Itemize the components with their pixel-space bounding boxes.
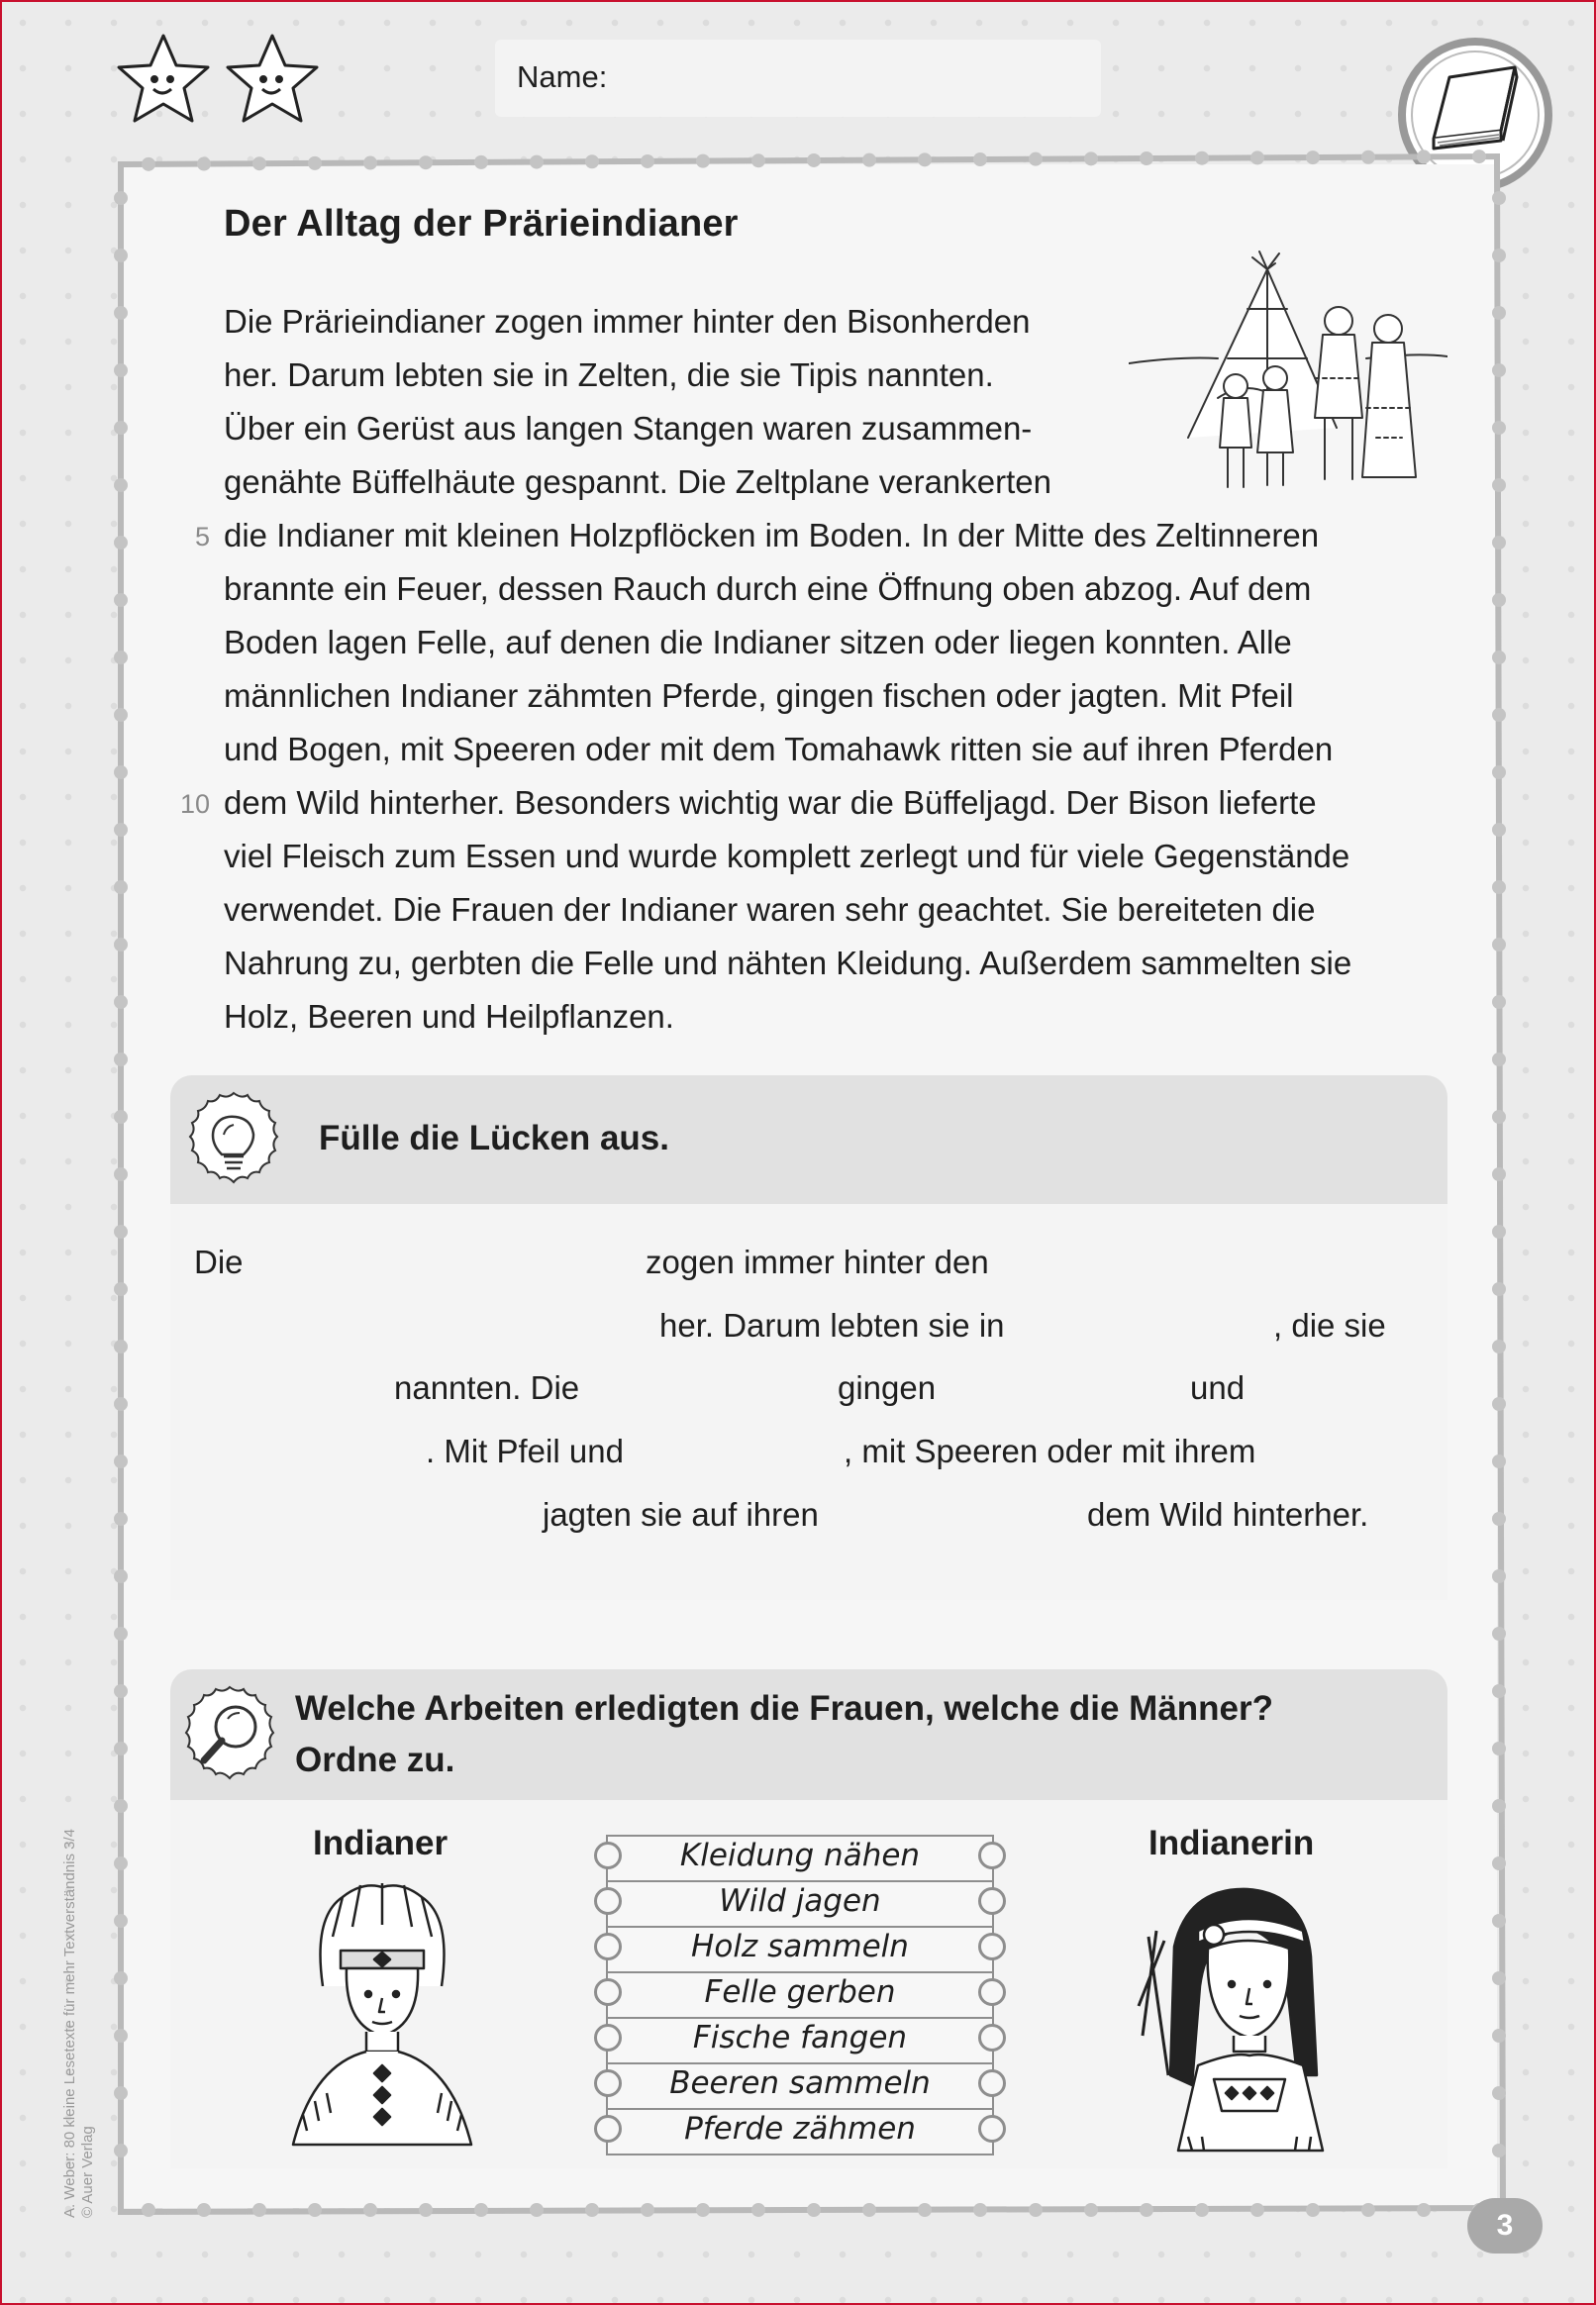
- story-line: viel Fleisch zum Essen und wurde komplett zerlegt und für viele Gegenstände: [224, 838, 1350, 874]
- match-point-right[interactable]: [978, 2024, 1006, 2052]
- activity-label: Felle gerben: [704, 1974, 896, 2010]
- gap-text: , mit Speeren oder mit ihrem: [844, 1433, 1256, 1469]
- story-line: Die Prärieindianer zogen immer hinter den Bisonherden: [224, 303, 1031, 340]
- story-line: und Bogen, mit Speeren oder mit dem Tomahawk ritten sie auf ihren Pferden: [224, 731, 1334, 767]
- activity-row: [602, 2107, 998, 2153]
- match-point-right[interactable]: [978, 1842, 1006, 1869]
- border-bead: [1250, 150, 1264, 164]
- match-point-right[interactable]: [978, 2069, 1006, 2097]
- story-line: her. Darum lebten sie in Zelten, die sie Tipis nannten.: [224, 356, 994, 393]
- activity-label: Kleidung nähen: [679, 1838, 921, 1873]
- page-number-badge: 3: [1467, 2198, 1543, 2254]
- story-line: die Indianer mit kleinen Holzpflöcken im Boden. In der Mitte des Zeltinneren: [224, 517, 1320, 553]
- gap-text: , die sie: [1273, 1307, 1386, 1344]
- activity-list: [602, 1834, 998, 2153]
- lightbulb-icon: [182, 1089, 285, 1192]
- magnifier-icon: [176, 1683, 283, 1790]
- credit-line: © Auer Verlag: [79, 2126, 96, 2218]
- border-bead: [1306, 150, 1320, 164]
- name-field[interactable]: [495, 40, 1101, 117]
- activity-label: Wild jagen: [719, 1883, 881, 1919]
- activity-row: [602, 1834, 998, 1879]
- copyright-credit: [61, 1829, 97, 2218]
- star-icon: [119, 36, 208, 121]
- match-point-left[interactable]: [594, 2069, 622, 2097]
- activity-label: Pferde zähmen: [684, 2111, 916, 2147]
- indianer-heading: Indianer: [313, 1824, 449, 1862]
- story-line: genähte Büffelhäute gespannt. Die Zeltplane verankerten: [224, 463, 1051, 500]
- match-point-right[interactable]: [978, 2115, 1006, 2143]
- gap-text: her. Darum lebten sie in: [659, 1307, 1005, 1344]
- match-point-left[interactable]: [594, 1933, 622, 1960]
- gap-text: . Mit Pfeil und: [426, 1433, 624, 1469]
- task-header-gap-fill: [170, 1075, 1447, 1204]
- task-header-matching: [170, 1669, 1447, 1800]
- credit-line: A. Weber: 80 kleine Lesetexte für mehr Textverständnis 3/4: [61, 1829, 78, 2218]
- gap-text: und: [1190, 1369, 1246, 1406]
- page-title: Der Alltag der Prärieindianer: [224, 203, 739, 245]
- activity-label: Beeren sammeln: [669, 2065, 931, 2101]
- match-point-right[interactable]: [978, 1887, 1006, 1915]
- gap-text: jagten sie auf ihren: [543, 1496, 819, 1533]
- story-line: Über ein Gerüst aus langen Stangen waren zusammen-: [224, 410, 1033, 447]
- activity-row: [602, 1970, 998, 2016]
- story-line: Boden lagen Felle, auf denen die Indianer sitzen oder liegen konnten. Alle: [224, 624, 1292, 660]
- story-line: brannte ein Feuer, dessen Rauch durch eine Öffnung oben abzog. Auf dem: [224, 570, 1312, 607]
- star-rating-icons: [109, 28, 327, 137]
- match-point-left[interactable]: [594, 2115, 622, 2143]
- border-bead: [1140, 151, 1153, 165]
- activity-row: [602, 1925, 998, 1970]
- star-icon: [228, 36, 317, 121]
- line-number: 5: [194, 522, 210, 551]
- gap-text: zogen immer hinter den: [646, 1244, 989, 1280]
- indian-woman-illustration: [1129, 1877, 1352, 2160]
- task1-instruction: Fülle die Lücken aus.: [319, 1119, 669, 1157]
- story-line: verwendet. Die Frauen der Indianer waren sehr geachtet. Sie bereiteten die: [224, 891, 1316, 928]
- indianerin-heading: Indianerin: [1148, 1824, 1315, 1862]
- match-point-left[interactable]: [594, 1978, 622, 2006]
- match-point-left[interactable]: [594, 2024, 622, 2052]
- match-point-right[interactable]: [978, 1933, 1006, 1960]
- name-label: Name:: [517, 59, 608, 94]
- task2-instruction-line1: Welche Arbeiten erledigten die Frauen, welche die Männer?: [295, 1689, 1274, 1728]
- activity-row: [602, 2061, 998, 2107]
- border-bead: [1195, 151, 1209, 165]
- story-line: Holz, Beeren und Heilpflanzen.: [224, 998, 674, 1035]
- match-point-right[interactable]: [978, 1978, 1006, 2006]
- match-point-left[interactable]: [594, 1887, 622, 1915]
- story-line: Nahrung zu, gerbten die Felle und nähten Kleidung. Außerdem sammelten sie: [224, 945, 1352, 981]
- match-point-left[interactable]: [594, 1842, 622, 1869]
- activity-label: Fische fangen: [692, 2020, 908, 2055]
- story-text: [224, 295, 1451, 1044]
- border-bead: [1361, 150, 1375, 164]
- gap-text: nannten. Die: [394, 1369, 580, 1406]
- gap-fill-exercise: [170, 1204, 1447, 1600]
- gap-text: gingen: [838, 1369, 937, 1406]
- indian-man-illustration: [283, 1877, 481, 2156]
- story-line: dem Wild hinterher. Besonders wichtig war die Büffeljagd. Der Bison lieferte: [224, 784, 1317, 821]
- activity-row: [602, 2016, 998, 2061]
- gap-text: Die: [194, 1244, 244, 1280]
- gap-text: dem Wild hinterher.: [1087, 1496, 1369, 1533]
- activity-label: Holz sammeln: [691, 1929, 909, 1964]
- task2-instruction-line2: Ordne zu.: [295, 1741, 455, 1779]
- activity-row: [602, 1879, 998, 1925]
- line-number: 10: [179, 789, 210, 819]
- story-line: männlichen Indianer zähmten Pferde, gingen fischen oder jagten. Mit Pfeil: [224, 677, 1294, 714]
